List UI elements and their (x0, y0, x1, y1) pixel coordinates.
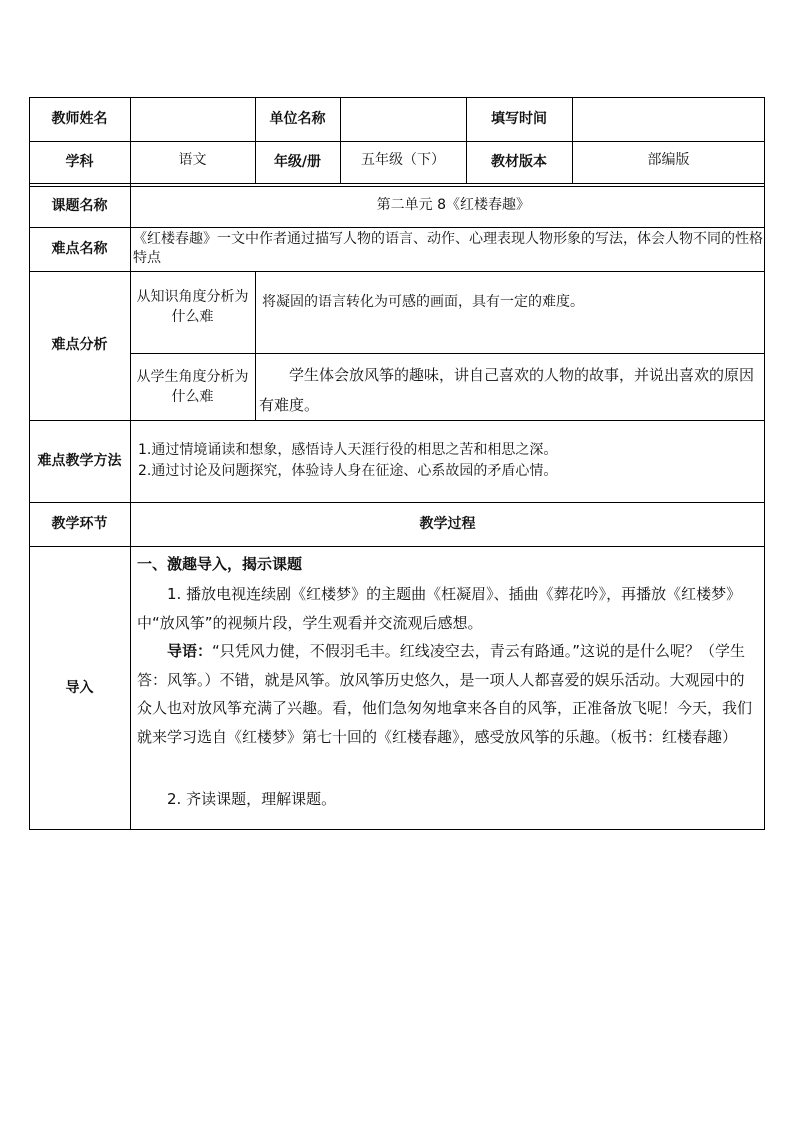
lesson-plan-table (29, 97, 765, 830)
unit-value (340, 97, 466, 141)
edition-value: 部编版 (647, 151, 690, 168)
stage-header: 教学环节 (51, 515, 108, 532)
difficulty-name-value: 《红楼春趣》一文中作者通过描写人物的语言、动作、心理表现人物形象的写法，体会人物不同的性格特点 (133, 231, 763, 266)
subject-label: 学科 (65, 153, 94, 170)
knowledge-angle-value: 将凝固的语言转化为可感的画面，具有一定的难度。 (262, 293, 584, 310)
grade-value: 五年级（下） (361, 151, 445, 168)
step-1-text: 1. 播放电视连续剧《红楼梦》的主题曲《枉凝眉》、插曲《葬花吟》，再播放《红楼梦》中“放风筝”的视频片段，学生观看并交流观后感想。 (137, 585, 742, 632)
unit-label: 单位名称 (269, 110, 326, 127)
row-divider (131, 353, 765, 354)
row-divider (29, 271, 765, 272)
fill-time-value (572, 97, 765, 141)
edition-label: 教材版本 (491, 153, 547, 170)
row-divider (29, 420, 765, 421)
teacher-name-label: 教师姓名 (51, 110, 108, 127)
grade-label: 年级/册 (273, 153, 322, 170)
guide-text: “只凭风力健，不假羽毛丰。红线凌空去，青云有路通。”这说的是什么呢？（学生答：风筝。）不错，就是风筝。放风筝历史悠久，是一项人人都喜爱的娱乐活动。大观园中的众人也对放风筝充满了兴趣。看，他们急匆匆地拿来各自的风筝，正准备放飞呢！今天，我们就来学习选自《红楼梦》第七十回的《红楼春趣》，感受放风筝的乐趣。（板书：红楼春趣） (137, 642, 753, 746)
subject-value: 语文 (178, 151, 207, 168)
method-item-1: 1.通过情境诵读和想象，感悟诗人天涯行役的相思之苦和相思之深。 (138, 442, 558, 458)
lesson-title-label: 课题名称 (51, 198, 108, 215)
stage-name: 导入 (65, 679, 94, 696)
teacher-name-value (130, 97, 255, 141)
lesson-title-value: 第二单元 8《红楼春趣》 (376, 196, 530, 213)
student-angle-label: 从学生角度分析为什么难 (136, 369, 249, 405)
section-title: 一、激趣导入，揭示课题 (137, 555, 303, 573)
step-2-text: 2. 齐读课题，理解课题。 (167, 790, 337, 808)
knowledge-angle-label: 从知识角度分析为什么难 (136, 289, 249, 325)
student-angle-value: 学生体会放风筝的趣味，讲自己喜欢的人物的故事，并说出喜欢的原因有难度。 (259, 366, 755, 414)
row-divider (29, 183, 765, 184)
guide-label: 导语： (167, 642, 213, 660)
row-divider (29, 546, 765, 547)
difficulty-analysis-label: 难点分析 (51, 337, 108, 354)
fill-time-label: 填写时间 (491, 110, 547, 127)
teaching-method-label: 难点教学方法 (37, 452, 122, 469)
guide-paragraph (137, 637, 759, 751)
difficulty-name-label: 难点名称 (51, 240, 108, 257)
process-header: 教学过程 (419, 515, 476, 532)
column-divider (255, 271, 256, 420)
method-item-2: 2.通过讨论及问题探究，体验诗人身在征途、心系故园的矛盾心情。 (138, 463, 558, 479)
